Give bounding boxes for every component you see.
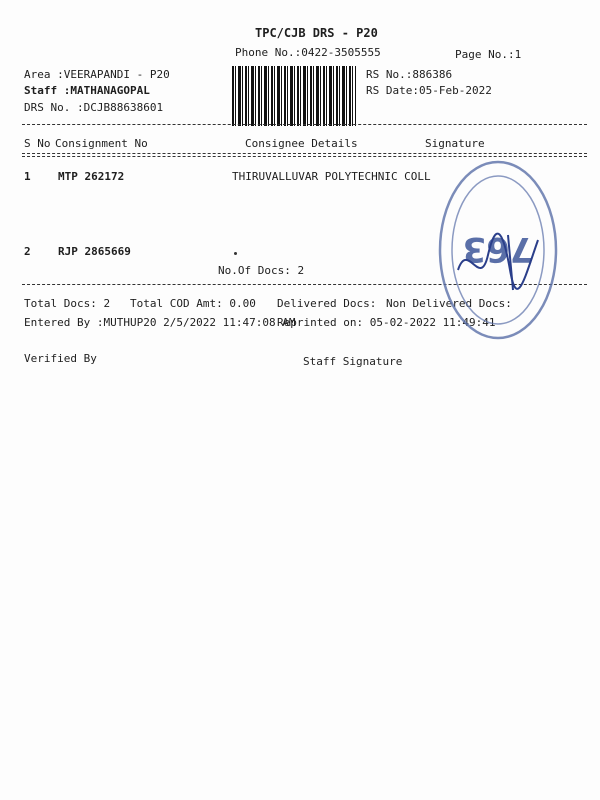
col-signature: Signature <box>425 137 485 150</box>
verified-by: Verified By <box>24 352 97 365</box>
entered-by: Entered By :MUTHUP20 2/5/2022 11:47:08 AM <box>24 316 296 329</box>
total-docs: Total Docs: 2 <box>24 297 111 310</box>
non-delivered-docs: Non Delivered Docs: <box>386 297 512 310</box>
col-consignee: Consignee Details <box>245 137 358 150</box>
col-sno: S No <box>24 137 51 150</box>
table-row-consignee: THIRUVALLUVAR POLYTECHNIC COLL <box>232 170 431 183</box>
area-label: Area :VEERAPANDI - P20 <box>24 68 170 81</box>
table-row-sno: 1 <box>24 170 31 183</box>
divider-top <box>22 124 587 125</box>
ink-dot <box>234 252 237 255</box>
staff-name: MATHANAGOPAL <box>70 84 150 97</box>
delivered-docs: Delivered Docs: <box>277 297 377 310</box>
drs-number: DRS No. :DCJB88638601 <box>24 101 164 114</box>
reprinted-on: Reprinted on: 05-02-2022 11:49:41 <box>277 316 496 329</box>
table-row-consignment: MTP 262172 <box>58 170 125 183</box>
document-title: TPC/CJB DRS - P20 <box>255 26 378 40</box>
staff-label: Staff : <box>24 84 71 97</box>
col-consignment: Consignment No <box>55 137 148 150</box>
rs-number: RS No.:886386 <box>366 68 453 81</box>
rs-date: RS Date:05-Feb-2022 <box>366 84 492 97</box>
total-cod: Total COD Amt: 0.00 <box>130 297 256 310</box>
phone-number: Phone No.:0422-3505555 <box>235 46 381 59</box>
staff-signature: Staff Signature <box>303 355 403 368</box>
no-of-docs: No.Of Docs: 2 <box>218 264 305 277</box>
page-number: Page No.:1 <box>455 48 522 61</box>
staff-row <box>24 84 150 97</box>
divider-header <box>22 153 587 157</box>
table-row-consignment: RJP 2865669 <box>58 245 131 258</box>
college-seal-stamp <box>428 160 558 350</box>
barcode-image <box>232 66 356 126</box>
table-row-sno: 2 <box>24 245 31 258</box>
stamp-code: 763 <box>462 229 534 269</box>
